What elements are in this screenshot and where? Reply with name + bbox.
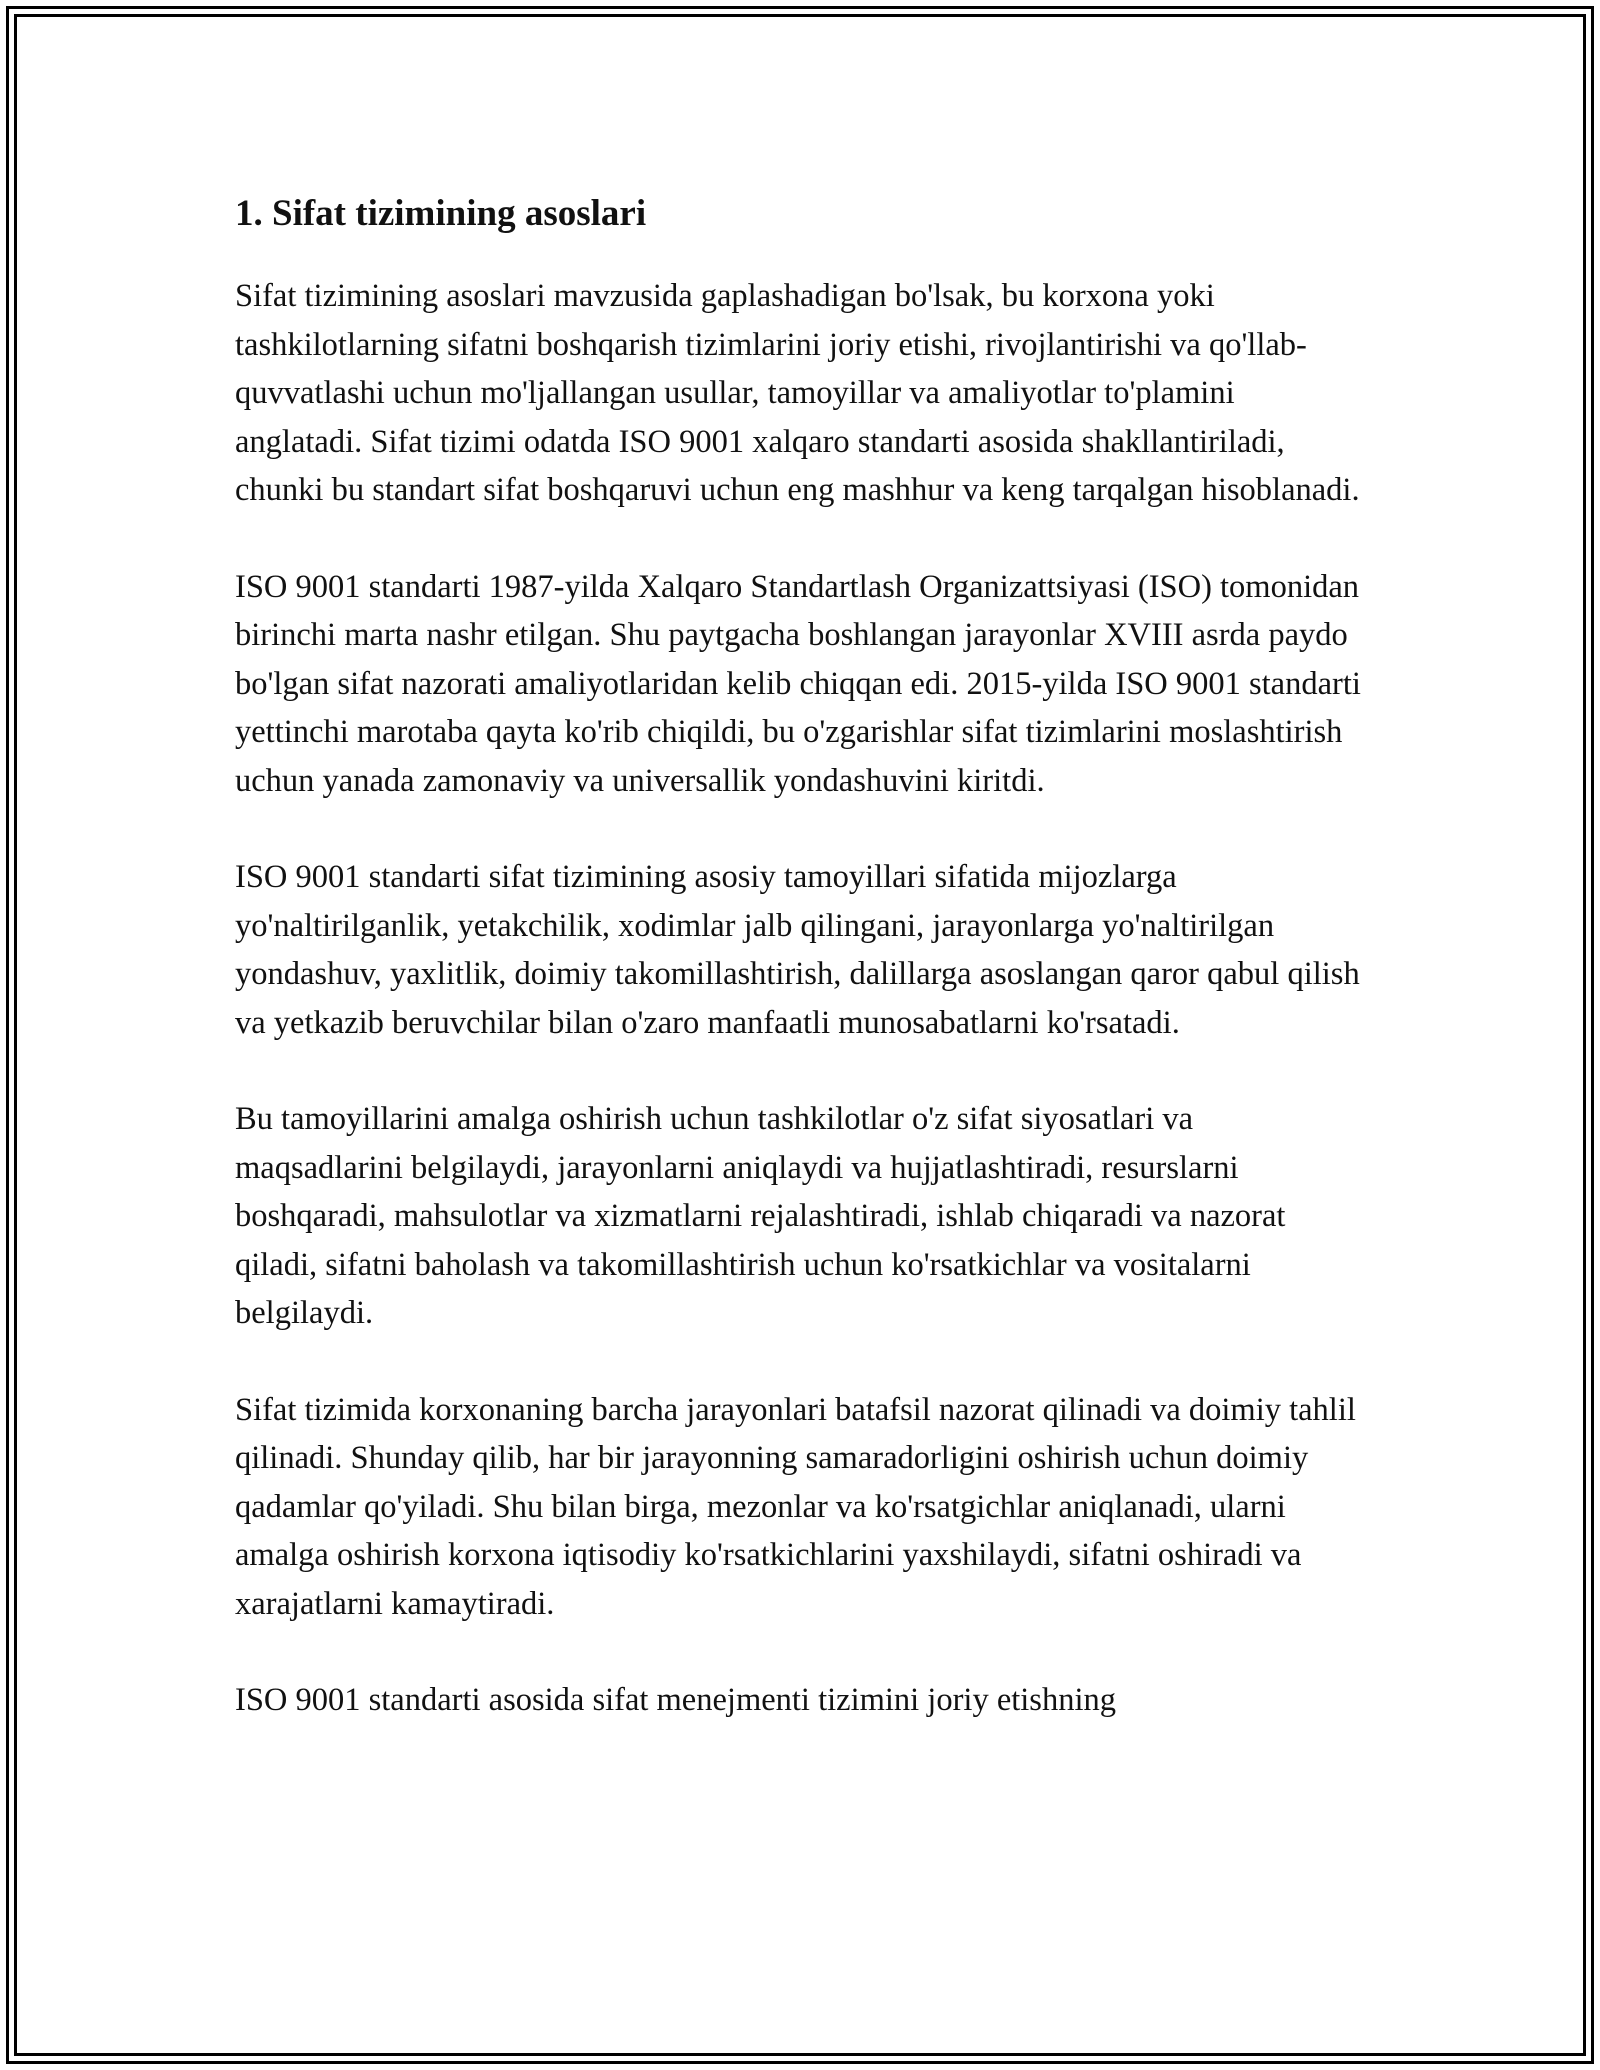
document-body (235, 182, 1365, 1773)
paragraph-4: Bu tamoyillarini amalga oshirish uchun tashkilotlar o'z sifat siyosatlari va maqsadlarini belgilaydi, jarayonlarni aniqlaydi va hujjatlashtiradi, resurslarni boshqaradi, mahsulotlar va xizmatlarni rejalashtiradi, ishlab chiqaradi va nazorat qiladi, sifatni baholash va takomillashtirish uchun ko'rsatkichlar va vositalarni belgilaydi. (235, 1101, 1286, 1331)
paragraph-1: Sifat tizimining asoslari mavzusida gaplashadigan bo'lsak, bu korxona yoki tashkilotlarning sifatni boshqarish tizimlarini joriy etishi, rivojlantirishi va qo'llab-quvvatlashi uchun mo'ljallangan usullar, tamoyillar va amaliyotlar to'plamini anglatadi. Sifat tizimi odatda ISO 9001 xalqaro standarti asosida shakllantiriladi, chunki bu standart sifat boshqaruvi uchun eng mashhur va keng tarqalgan hisoblanadi. (235, 278, 1360, 508)
paragraph-3: ISO 9001 standarti sifat tizimining asosiy tamoyillari sifatida mijozlarga yo'naltirilganlik, yetakchilik, xodimlar jalb qilingani, jarayonlarga yo'naltirilgan yondashuv, yaxlitlik, doimiy takomillashtirish, dalillarga asoslangan qaror qabul qilish va yetkazib beruvchilar bilan o'zaro manfaatli munosabatlarni ko'rsatadi. (235, 859, 1360, 1041)
paragraph-6: ISO 9001 standarti asosida sifat menejmenti tizimini joriy etishning (235, 1682, 1116, 1718)
paragraph-5: Sifat tizimida korxonaning barcha jarayonlari batafsil nazorat qilinadi va doimiy tahlil qilinadi. Shunday qilib, har bir jarayonning samaradorligini oshirish uchun doimiy qadamlar qo'yiladi. Shu bilan birga, mezonlar va ko'rsatgichlar aniqlanadi, ularni amalga oshirish korxona iqtisodiy ko'rsatkichlarini yaxshilaydi, sifatni oshiradi va xarajatlarni kamaytiradi. (235, 1391, 1356, 1622)
paragraph-2: ISO 9001 standarti 1987-yilda Xalqaro Standartlash Organizattsiyasi (ISO) tomonidan birinchi marta nashr etilgan. Shu paytgacha boshlangan jarayonlar XVIII asrda paydo bo'lgan sifat nazorati amaliyotlaridan kelib chiqqan edi. 2015-yilda ISO 9001 standarti yettinchi marotaba qayta ko'rib chiqildi, bu o'zgarishlar sifat tizimlarini moslashtirish uchun yanada zamonaviy va universallik yondashuvini kiritdi. (235, 568, 1361, 799)
section-heading: 1. Sifat tizimining asoslari (235, 193, 647, 234)
